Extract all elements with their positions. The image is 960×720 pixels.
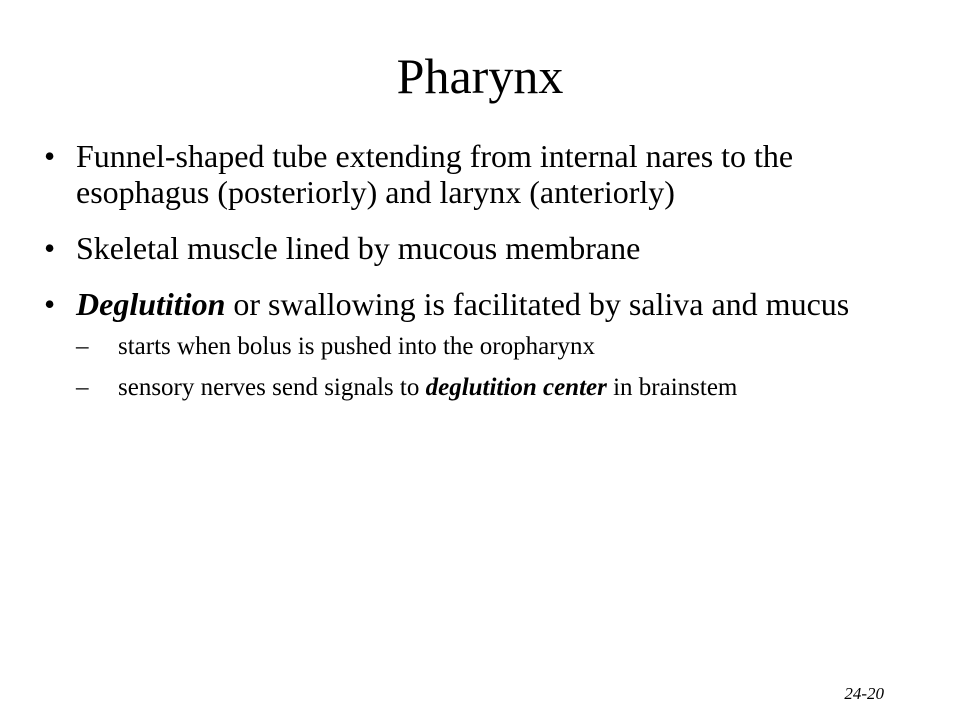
bullet-item-deglutition bbox=[44, 286, 924, 403]
sub-bullet-text-end: in brainstem bbox=[606, 374, 738, 401]
bullet-dot-icon: • bbox=[44, 138, 56, 174]
sub-bullet-emphasis: deglutition center bbox=[425, 374, 607, 401]
bullet-emphasis: Deglutition bbox=[76, 286, 226, 322]
dash-icon: – bbox=[76, 333, 89, 360]
bullet-dot-icon: • bbox=[44, 286, 56, 322]
bullet-text: or swallowing is facilitated by saliva and mucus bbox=[225, 286, 850, 322]
bullet-text: Funnel-shaped tube extending from internal nares to the esophagus (posteriorly) and larynx (anteriorly) bbox=[76, 138, 794, 210]
bullet-dot-icon: • bbox=[44, 230, 56, 266]
slide-title: Pharynx bbox=[396, 48, 564, 104]
sub-bullet-item-sensory-nerves bbox=[76, 373, 924, 403]
sub-bullet-text: sensory nerves send signals to bbox=[118, 374, 426, 401]
bullet-list bbox=[44, 138, 924, 423]
sub-bullet-list bbox=[76, 332, 924, 403]
sub-bullet-item-bolus bbox=[76, 332, 924, 362]
dash-icon: – bbox=[76, 374, 89, 401]
slide-number: 24-20 bbox=[844, 684, 884, 703]
bullet-text: Skeletal muscle lined by mucous membrane bbox=[76, 230, 641, 266]
bullet-item-skeletal-muscle bbox=[44, 230, 924, 266]
sub-bullet-text: starts when bolus is pushed into the oropharynx bbox=[118, 333, 596, 360]
bullet-item-funnel-tube bbox=[44, 138, 924, 210]
